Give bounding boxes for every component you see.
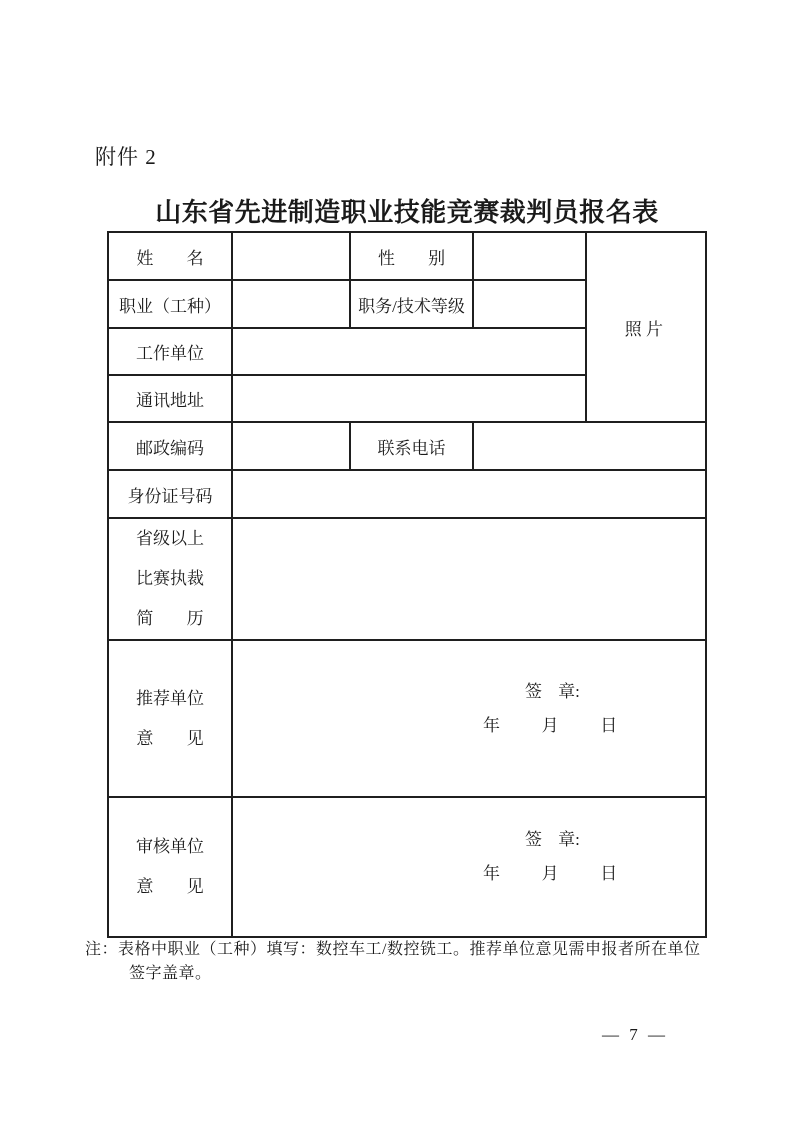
row-resume <box>108 518 706 640</box>
row-id-number <box>108 470 706 518</box>
rank-label: 职务/技术等级 <box>350 280 473 328</box>
gender-label: 性 别 <box>350 232 473 280</box>
recommend-date-label: 年 月 日 <box>483 715 618 735</box>
phone-label: 联系电话 <box>350 422 473 470</box>
registration-form-table <box>107 231 707 938</box>
review-opinion-cell <box>232 797 706 937</box>
occupation-value-cell <box>232 280 350 328</box>
row-review-opinion <box>108 797 706 937</box>
review-opinion-content <box>233 831 705 903</box>
footnote-line1: 注：表格中职业（工种）填写：数控车工/数控铣工。推荐单位意见需申报者所在单位 <box>85 941 701 958</box>
phone-value-cell <box>473 422 706 470</box>
resume-label-line3: 简 历 <box>136 609 204 628</box>
occupation-label: 职业（工种） <box>108 280 232 328</box>
recommend-label-line2: 意 见 <box>136 728 204 748</box>
resume-label-line1: 省级以上 <box>136 529 204 548</box>
id-label: 身份证号码 <box>108 470 232 518</box>
row-postal-phone <box>108 422 706 470</box>
work-unit-value-cell <box>232 328 586 375</box>
page-title: 山东省先进制造职业技能竞赛裁判员报名表 <box>155 198 659 227</box>
postal-value-cell <box>232 422 350 470</box>
recommend-label <box>108 640 232 797</box>
row-recommend-opinion <box>108 640 706 797</box>
address-value-cell <box>232 375 586 422</box>
recommend-signature-label: 签 章: <box>525 681 580 701</box>
review-signature-label: 签 章: <box>525 830 580 849</box>
attachment-label: 附件 2 <box>95 145 157 169</box>
footnote <box>85 938 730 986</box>
resume-label-line2: 比赛执裁 <box>136 569 204 588</box>
review-date-label: 年 月 日 <box>483 864 618 883</box>
recommend-label-line1: 推荐单位 <box>136 688 204 708</box>
name-value-cell <box>232 232 350 280</box>
recommend-opinion-content <box>233 683 705 755</box>
address-label: 通讯地址 <box>108 375 232 422</box>
name-label: 姓 名 <box>108 232 232 280</box>
id-value-cell <box>232 470 706 518</box>
page-number: — 7 — <box>602 1025 668 1044</box>
rank-value-cell <box>473 280 586 328</box>
work-unit-label: 工作单位 <box>108 328 232 375</box>
review-label <box>108 797 232 937</box>
review-label-line1: 审核单位 <box>136 837 204 856</box>
postal-label: 邮政编码 <box>108 422 232 470</box>
resume-value-cell <box>232 518 706 640</box>
gender-value-cell <box>473 232 586 280</box>
footnote-line2: 签字盖章。 <box>129 965 212 982</box>
photo-cell: 照片 <box>586 232 706 422</box>
resume-label <box>108 518 232 640</box>
row-name-gender <box>108 232 706 280</box>
recommend-opinion-cell <box>232 640 706 797</box>
review-label-line2: 意 见 <box>136 877 204 896</box>
